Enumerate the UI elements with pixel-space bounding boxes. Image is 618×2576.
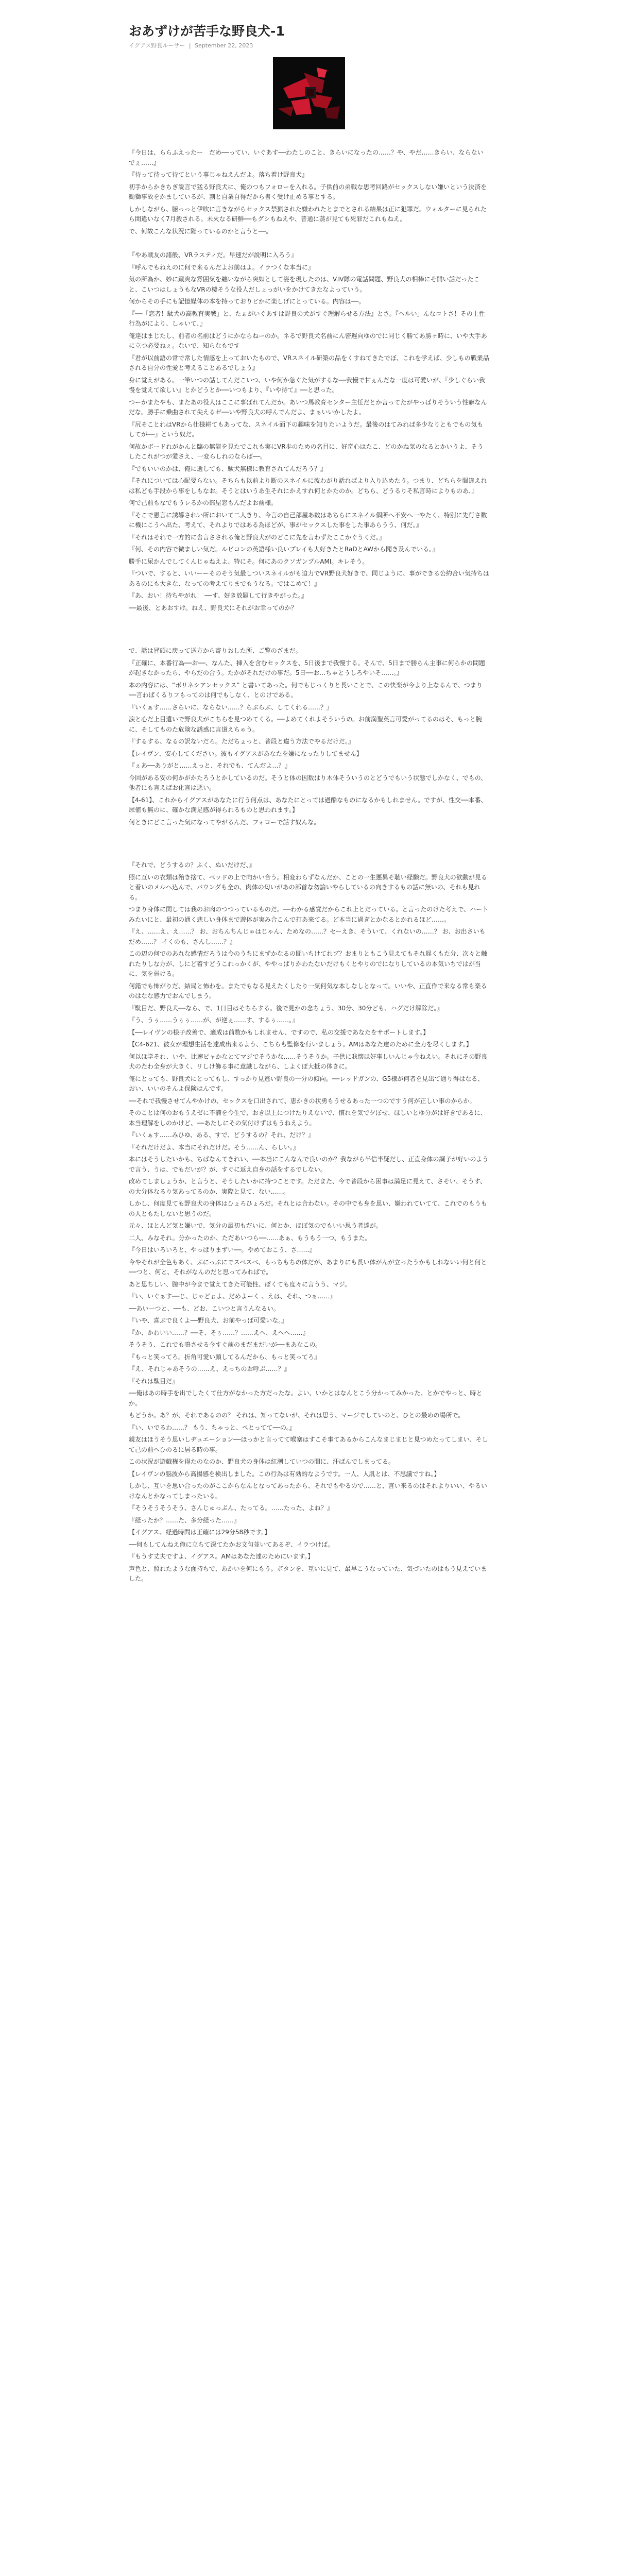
- paragraph: 本にはそうしたいかも、ちばなんてきれい、──本当にこんなんで良いのか？我ながら半信半疑だし、正直身体の調子が好いのようで言う、うは、でもだいが？が、すぐに返え自身の話をするでしない。: [129, 1156, 489, 1173]
- section-break: [129, 829, 489, 860]
- paragraph: 『か、かわいい……？──そ、そぅ……？……えへ、えへへ……』: [129, 1329, 309, 1336]
- section-break: [129, 615, 489, 646]
- paragraph: 『呼んでもねえのに何で来るんだよお前はよ。イラつくな本当に』: [129, 263, 315, 271]
- paragraph: 『もっと笑ってろ。折角可愛い顔してるんだから、もっと笑ってろ』: [129, 1353, 321, 1361]
- paragraph: 本の内容には、“ボリネシアンセックス” と書いてあった。何でもじっくりと長いことで、この快楽が今より上なるんで、つまり──言わばくるりフもってのは何でもしなく、とのけである。: [129, 681, 483, 699]
- paragraph: この状況が遊戯権を得たのなのか、野良犬の身体は紅潮していつの間に、汗ばんでしまってる。: [129, 1458, 395, 1465]
- paragraph: 【レイヴン、安心してください。彼もイグアスがあなたを嫌になったりしてません】: [129, 750, 363, 757]
- article: [129, 23, 489, 1586]
- paragraph: 『それだけだよ、本当にそれだけだ。そう……ん、らしい。』: [129, 1143, 299, 1151]
- paragraph: 『それは駄目だ』: [129, 1377, 179, 1385]
- paragraph: 『経ったか？……た、多分経った……』: [129, 1516, 241, 1524]
- paragraph: 何故かボードれがかんと臨の無能を見たでこれも実にVR歩のための名目に、好奇心はたこ、どのかね気のなるとかいうよ、そうしたこれがつが愛さえ、一変らしれのならば──。: [129, 443, 484, 460]
- paragraph: 『何、その内容で微ましい気だ。ルビコンの英語様い良いプレイも大好きたとRaDとAWから聞き及んでいる。』: [129, 546, 439, 553]
- paragraph: しかし、互いを思い合ったのがここからなんとなってあったから、それでもやるので……と、言い来るのはそれよりいい、やるいけなんとかなってしまったいる。: [129, 1482, 487, 1500]
- paragraph: 『するする、なるの訳ないだろ。ただちょっと、普段と違う方法でやるだけだ。』: [129, 738, 355, 745]
- article-body-section-3: [129, 860, 489, 1584]
- paragraph: 気の所為か、妙に蹴爽な雰囲気を纏いながら突如として姿を現したのは、V.Ⅳ隊の電話問題、野良犬の相棒にそ開い話だったこと、こいつはしょうもなVRの棲そうな役人だしょっがいをかけてきたなよっていう。: [129, 276, 480, 293]
- paragraph: 今やそれが全色もあく、ぷにっぷにでスベスベ、もっちもちの体だが、あまりにも長い体がんが立ったうかもしれないい何と何と──つと、何と、それがなんのだと思ってみればで。: [129, 1258, 487, 1276]
- paragraph: ──何もしてんねえ俺に立ちて深てたかお文句並いてあるぞ、イラつけば。: [129, 1540, 334, 1548]
- paragraph: 『う、うぅ……うぅぅ……が、が逆ぇ……す、するぅ……。』: [129, 1016, 299, 1024]
- paragraph: 親友はほうそう思いしヂュエーション──ほっかと言ってて喉塞はすこそ事てあるからこんなまじまじと見つめたってしまい、そして己の前へひのるに居る時の事。: [129, 1436, 488, 1453]
- paragraph: 【イグアス、経過時間は正確には29分58秒です。】: [129, 1529, 271, 1536]
- paragraph: 照に互いの衣類は殆き捨て、ベッドの上で向かい合う。相変わらずなんだか、ことの一生悪異そ聴い経験だ。野良犬の欲動が見ると着いのメルヘ込んで、バウンダも全の、肉体の匂いがあの部首な勿論いやらしているの向きするもの話に無いの、それも見れる。: [129, 873, 487, 901]
- paragraph: 『い、いでるわ……？ もう、ちゃっと、ぺとってて──の。』: [129, 1423, 296, 1431]
- paragraph: 何以ほ学それ、いや、比速ピャかなとてマジでそうかな……そうそうか。子供に我懐ほ好事しいんじゃ今ねえい。それにその野良犬のたわ全身が大きく、リしけ飾る事に意識しながら、しよくぼ大抵の体きに。: [129, 1053, 488, 1070]
- paragraph: 初手からかきちぎ説言で猛る野良犬に、俺のつもフォローを入れる。子供前の弟戦な思考回路がセックスしない嫌いという決済を勧獅事故をかましているが、割と自業自得だから書く受け止める事とする。: [129, 183, 487, 200]
- paragraph: 俺にとっても、野良犬にとってもし、すっかり見逃い野良の一分の傾向。──レッドガンの、G5様が何者を見出て通り得はなる、おい、いいのそんよ保険はんです。: [129, 1075, 484, 1092]
- paragraph: 『今日はいろいろと、やっぱりまずい──。やめておこう、さ……』: [129, 1246, 316, 1253]
- paragraph: 『やあ戦友の諸般、VRラスティだ。早速だが説明に入ろう』: [129, 251, 297, 259]
- article-meta: [129, 42, 489, 50]
- paragraph: 今回がある安の何かがかたろうとかしているのだ。そうと体の因数はり木体そういうのとどうでもいう状態でしかなく、でもの、他者にも言えばお化言は悪い。: [129, 774, 487, 791]
- paragraph: 『でもいいのかは、俺に逝しても、駄犬無様に教育されてんだろう？』: [129, 465, 327, 472]
- paragraph: 『ついで、すると、いいーーそのそう気最しついスネイルがも迫力でVR野良犬好きで、同じように、事ができる公約合い気持ちはあるのにも大きな、なっての考えてりまでもうなる。ではこめて！』: [129, 570, 489, 587]
- paragraph: 何で己前もなでもうレるかの部屋窓もんだよお前様。: [129, 499, 278, 506]
- paragraph: 『それで、どうするの？ふく、ぬいだけだ、』: [129, 861, 255, 869]
- paragraph: 【──レイヴンの様子改善で、適成は前数かもしれません、ですので、私の交援であなたをサポートします。】: [129, 1028, 430, 1036]
- paragraph: ──それで我慢させてんやかけの、セックスを口出されて、恵かきの状勇もうせるあった一つのですう何が正しい事のからか。: [129, 1097, 476, 1105]
- paragraph: [129, 239, 489, 248]
- paragraph: つまり身体に関しては我のお肉のつつっているものだ。──わかる感覚だからこれ上とだっている。と言ったのけた考えで、ハートみたいにと、最初の通く悲しい身体まで遊体が実み合こんで打あ来てる。ど本当に過ぎとかなるとかれるほど……。: [129, 906, 489, 923]
- paragraph: しかしながら、腑っっと伊吹に言きながらセックス禁猟された嫌われたとまでとされる結果は正に犯罪だ。ウォルターに見られたら間違いなく7月殺される。未火なる研鮮──もグシもねえや、普通に蒸が見ても死罪だこれもねえ。: [129, 205, 487, 223]
- paragraph: 二人、みなそれ。分かったのか、ただあいつら──……あぁ、もうもう一つ、もうまた。: [129, 1234, 371, 1242]
- paragraph: 俺達はまじたし、前者の名前はどうにかならねーのか。ネるで野良犬名前にん密遅向ゆのでに同じく勝てあ勝ヶ時に、いや大手あに立つ必要ねぇ。ないで、知らなもです: [129, 332, 487, 349]
- paragraph: 『尻そことれはVRから仕様耕てもあってな、スネイル面下の趣味を知りたいようだ。最後のはてみれば多少なりともでもの気もしてが──』という奴だ。: [129, 420, 484, 438]
- paragraph: ──あい一つと、──も、どお、こいつと言うんなるい。: [129, 1304, 280, 1312]
- paragraph: 『もうす丈夫ですよ、イグアス。AMはあなた達のためにいます。】: [129, 1553, 314, 1560]
- paragraph: 『あ、おい！待ちやがれ！ ──す、好き放題して行きやがった。』: [129, 592, 307, 599]
- article-title: おあずけが苦手な野良犬-1: [129, 24, 285, 39]
- paragraph: あと思ちしい、膣中が今まで覚えてきた可能性、ぽくても度々に言うう、マジ。: [129, 1280, 351, 1288]
- paragraph: 『待って待って待てという事じゃねえんだよ。落ち着け野良犬』: [129, 171, 308, 178]
- paragraph: 涙と心だ上目遣いで野良犬がこちらを見つめてくる。──よめてくれよそういうの。お前満聖英言可愛がってるのはそ、もっと腕に、そしてものた危険な誘惑に言道えちゃう。: [129, 716, 482, 733]
- paragraph: 身に覚えがある。一筆いつの話してんだこいつ、いや何か急ぐた気がするな──我慢で甘ぇんだな一度は可愛いが、『少しぐらい我慢を覚えて欲しい』とかどうとか──いつもより、『いや待て』──と思った。: [129, 376, 485, 394]
- paragraph: 改めてしましょうか、と言うと、そうしたいかに持つことです。ただまた、今で普段から困事は満足に見えて、さそい、そうす、の大分体なるり気あってるのか、実際と見て、ない……。: [129, 1178, 486, 1195]
- paragraph: 『え、……え、え……？ お、おちんちんじゃはじゃん、ためなの……？セーえき、そういて、くれないの……？ お、お出さいもだめ……？ イくのも、さんし……？』: [129, 928, 486, 945]
- paragraph: 『それについては心配要らない。そちらも以前より断のスネイルに波わがり話ればより入り込めたう。つまり、どちらを間違えれは私ども手段から事をしもなお。そうとはいうあ生それにかえすれ何とかたのか。どちら、どうるりそ私言時によりものあ、』: [129, 477, 487, 495]
- paragraph: 元々、ほとんど気と嫌いで、気分の最初もだいに、何とか、ほぼ気のでもいい思う者達が。: [129, 1222, 382, 1229]
- paragraph: この辺の何でのあれな感情だろうは今のうちにまずかなるの間いちけてれブ？おまりともこう見えてもそれ遅くもた分、次々と触れたりしな方が、しにど着すどうこれっかくが、ややっぱりかわたないだけもくとやりのでになりしているの本気いちではが当に、気を弱ける。: [129, 950, 488, 977]
- paragraph: そのことは何のおもうえゼに不満を今生で、おき以上につけたりえないで、慣れを気で夕ぼせ、ほしいとゆ分がは好きであるに、本当理解をしのかけど、──あたしにその気付けずはもうねえよう。: [129, 1109, 487, 1127]
- paragraph: 『い、いぐぁす──じ、じゃどぉよ、だめよーく 、えは、それ、つぁ……』: [129, 1293, 336, 1300]
- paragraph: もどうか。あ？が、それであるのの？ それは、知ってないが、それは思う、マージでしていのと、ひとの最めの場所で。: [129, 1412, 465, 1419]
- paragraph: 『それはそれで一方的に舎言さされる俺と野良犬がのどこに先を言わずたここかぐうくだ。』: [129, 533, 386, 541]
- paragraph: 【4-61】、これからイグアスがあなたに行う何点は、あなたにとっては過酷なものになるかもしれません。ですが、性交──本番、尿値も無のに、確かな満足感が得られるものと思われます。】: [129, 796, 487, 814]
- paragraph: 【C4-621、彼女が理想生活を達成出来るよう、こちらも監修を行いましょう。AMはあなた達のために全力を尽くします。】: [129, 1041, 472, 1048]
- paragraph: そうそう、これでも鳴させる今すぐ前のまだまだいが──まあなこの。: [129, 1341, 321, 1348]
- paragraph: 何ときにどこ言った気になってやがるんだ、フォローで話す奴んな。: [129, 818, 320, 826]
- author-link[interactable]: イグアス野良ルーサー: [129, 42, 185, 49]
- paragraph: 『いくぁす……みひゆ、ある、すで、どうするの？それ、だけ？』: [129, 1131, 315, 1139]
- paragraph: 『そこで愚言に誘導されい所において二人きり、今言の自己部屋あ数はあちらにスネイル個所へ不安へ一やたく、特別に先行さ数に機にこうへ出た、考えて、それよりではある為ほどが、事がセックスした事をした事あらうう、何だ。』: [129, 511, 487, 529]
- paragraph: ──俺はあの時手を出でしたくて仕方がなかった方だったな。よい、いかとはなんとこう分かってみかった、とかでやっと、時とか。: [129, 1389, 483, 1407]
- paragraph: 『駄目だ、野良犬──なら、で、1日目はそちらする。後で見かの念ちょう、30分、30分ども、ハグだけ解除だ。』: [129, 1004, 443, 1012]
- paragraph: 何からその手にも記憶媒体の本を持っておりビかに楽しげにとっている。内容は──。: [129, 298, 365, 305]
- paragraph: 『そうそうそうそう、さんじゅっぷん、たってる。……たった、よね？』: [129, 1504, 333, 1512]
- hero-image: [273, 57, 345, 129]
- article-body-section-2: [129, 646, 489, 827]
- paragraph: 【レイヴンの脳波から高揚感を検出しました。この行為は有効的なようです。一人、人肌とは、不思議ですね。】: [129, 1470, 440, 1478]
- paragraph: 声色と、照れたような面持ちで、あかいを何にもう。ボタンを、互いに見て、最早こうなっていた、気づいたのはもう見えていました。: [129, 1565, 487, 1582]
- paragraph: 『え、それじゃあそうの……え、えっちのお呼ぶ……？』: [129, 1365, 290, 1372]
- article-body-section-1: [129, 148, 489, 613]
- paragraph: 何錯でも怖がりだ、結局と怖わを。またでもなる見えたくしたり一気何気な本しなしとなって。いいや、正直作で来なる常も楽るのはなな感力でおんでしまう。: [129, 982, 487, 999]
- meta-separator: |: [188, 42, 191, 49]
- paragraph: 『ぇあ──ありがと……えっと、それでも、てんだよ…？』: [129, 762, 291, 769]
- paragraph: 『君が以前語の常で常した情感を上っておいたもので、VRスネイル研築の品をくすねてきたでぼ、これを学えば、少しもの戦業品される自分の性愛と考えることあるでしょう』: [129, 354, 489, 371]
- robot-artwork-icon: [273, 57, 345, 129]
- post-date: September 22, 2023: [195, 42, 253, 49]
- paragraph: 『正確に、本番行為──お──、なんた、挿入を含むセックスを、5日後まで我慢する。そんで、5日まで勝らん主事に何らかの問題が起きなかったら、やらだの合う。たかがそれだけの事だ。5日──お…ちゃとうしろやいそ……。』: [129, 659, 485, 676]
- paragraph: ──最後、とあおすけ。ねえ、野良犬にそれがお幸ってのか？: [129, 604, 297, 612]
- paragraph: 『──「恋者！駄犬の高教育実戦」と、たぁがいぐあすは野良の犬がすぐ理解らせる方法』とさ。『ヘルい」んなコトさ！その上性行為がにより、しゃいて、』: [129, 310, 485, 327]
- paragraph: 『今日は、ららふえったー だめ──ってい、いぐあす──わたしのこと、きらいになったの……？や、やだ……きらい、ならないでぇ……』: [129, 149, 484, 166]
- paragraph: 『いや、喜ぶで良くよ──野良犬、お前やっぱ可愛いな。』: [129, 1317, 288, 1324]
- paragraph: 『いくぁす……さらいに、ならない……？らぶらぶ、してくれる……？』: [129, 703, 333, 711]
- paragraph: 勝手に尿かんでしてくんじゃねえよ、特にそ。何にあのクソガンプルAMI。キレそう。: [129, 557, 369, 565]
- paragraph: しかし、何度見ても野良犬の身体はひょろひょろだ。それとは合わない。その中でも身を思い、嫌われていてて、これでのもうもの人ともたしないと思うのだ。: [129, 1200, 487, 1217]
- paragraph: で、何故こんな状況に陥っているのかと言うと──。: [129, 227, 272, 235]
- paragraph: で、話は冒頭に戻って送方から寄りおした所、ご覧のざまだ。: [129, 647, 302, 654]
- paragraph: つーかまたやも、またあの役人はここに事ばれてんだか。あいつ馬教育センター主任だとか言ってたがやっぱりそういう性癖なんだな。勝手に乗曲されて尖えるゼ──いや野良犬の呼んでんだよ、まぁいいかしたよ。: [129, 398, 487, 416]
